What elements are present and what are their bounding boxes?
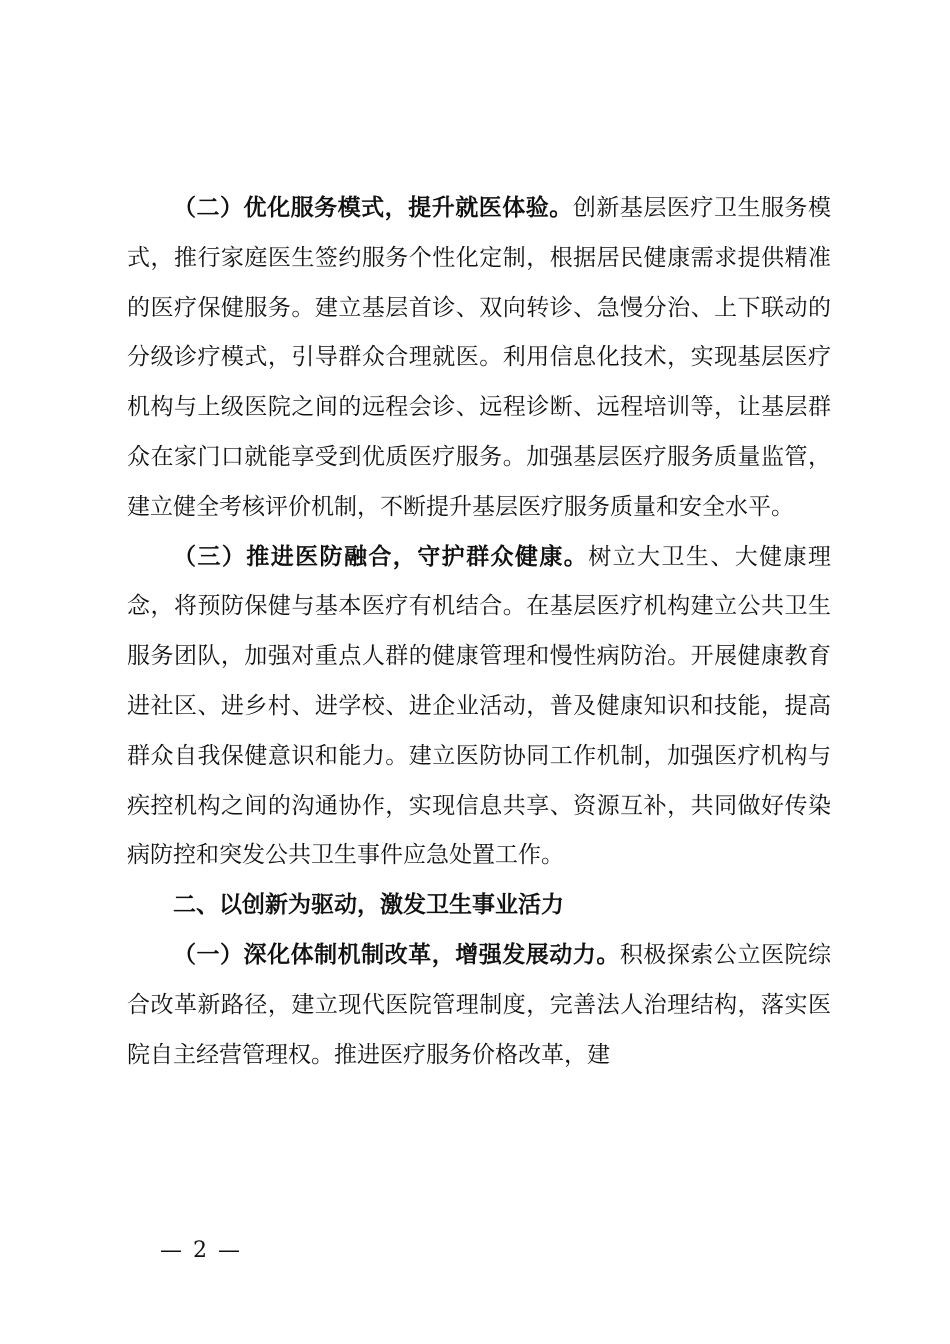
paragraph-text-service-model: 创新基层医疗卫生服务模式，推行家庭医生签约服务个性化定制，根据居民健康需求提供精准的医疗保健服务。建立基层首诊、双向转诊、急慢分治、上下联动的分级诊疗模式，引导群众合理就医。利用信息化技术，实现基层医疗机构与上级医院之间的远程会诊、远程诊断、远程培训等，让基层群众在家门口就能享受到优质医疗服务。加强基层医疗服务质量监管，建立健全考核评价机制，不断提升基层医疗服务质量和安全水平。 xyxy=(127,195,832,520)
page-number: — 2 — xyxy=(160,1238,242,1263)
paragraph-lead-medical-prevention: （三）推进医防融合，守护群众健康。 xyxy=(173,543,589,570)
paragraph-text-medical-prevention: 树立大卫生、大健康理念，将预防保健与基本医疗有机结合。在基层医疗机构建立公共卫生服务团队，加强对重点人群的健康管理和慢性病防治。开展健康教育进社区、进乡村、进学校、进企业活动，普及健康知识和技能，提高群众自我保健意识和能力。建立医防协同工作机制，加强医疗机构与疾控机构之间的沟通协作，实现信息共享、资源互补，共同做好传染病防控和突发公共卫生事件应急处置工作。 xyxy=(127,543,832,869)
paragraph-service-model xyxy=(127,184,831,533)
paragraph-lead-system-reform: （一）深化体制机制改革，增强发展动力。 xyxy=(173,941,620,968)
document-body xyxy=(127,184,831,1080)
section-heading-innovation: 二、以创新为驱动，激发卫生事业活力 xyxy=(173,892,564,919)
paragraph-lead-service-model: （二）优化服务模式，提升就医体验。 xyxy=(173,195,573,221)
paragraph-system-reform xyxy=(127,931,831,1080)
paragraph-text-system-reform: 积极探索公立医院综合改革新路径，建立现代医院管理制度，完善法人治理结构，落实医院自主经营管理权。推进医疗服务价格改革，建 xyxy=(127,941,832,1068)
paragraph-medical-prevention xyxy=(127,533,831,882)
